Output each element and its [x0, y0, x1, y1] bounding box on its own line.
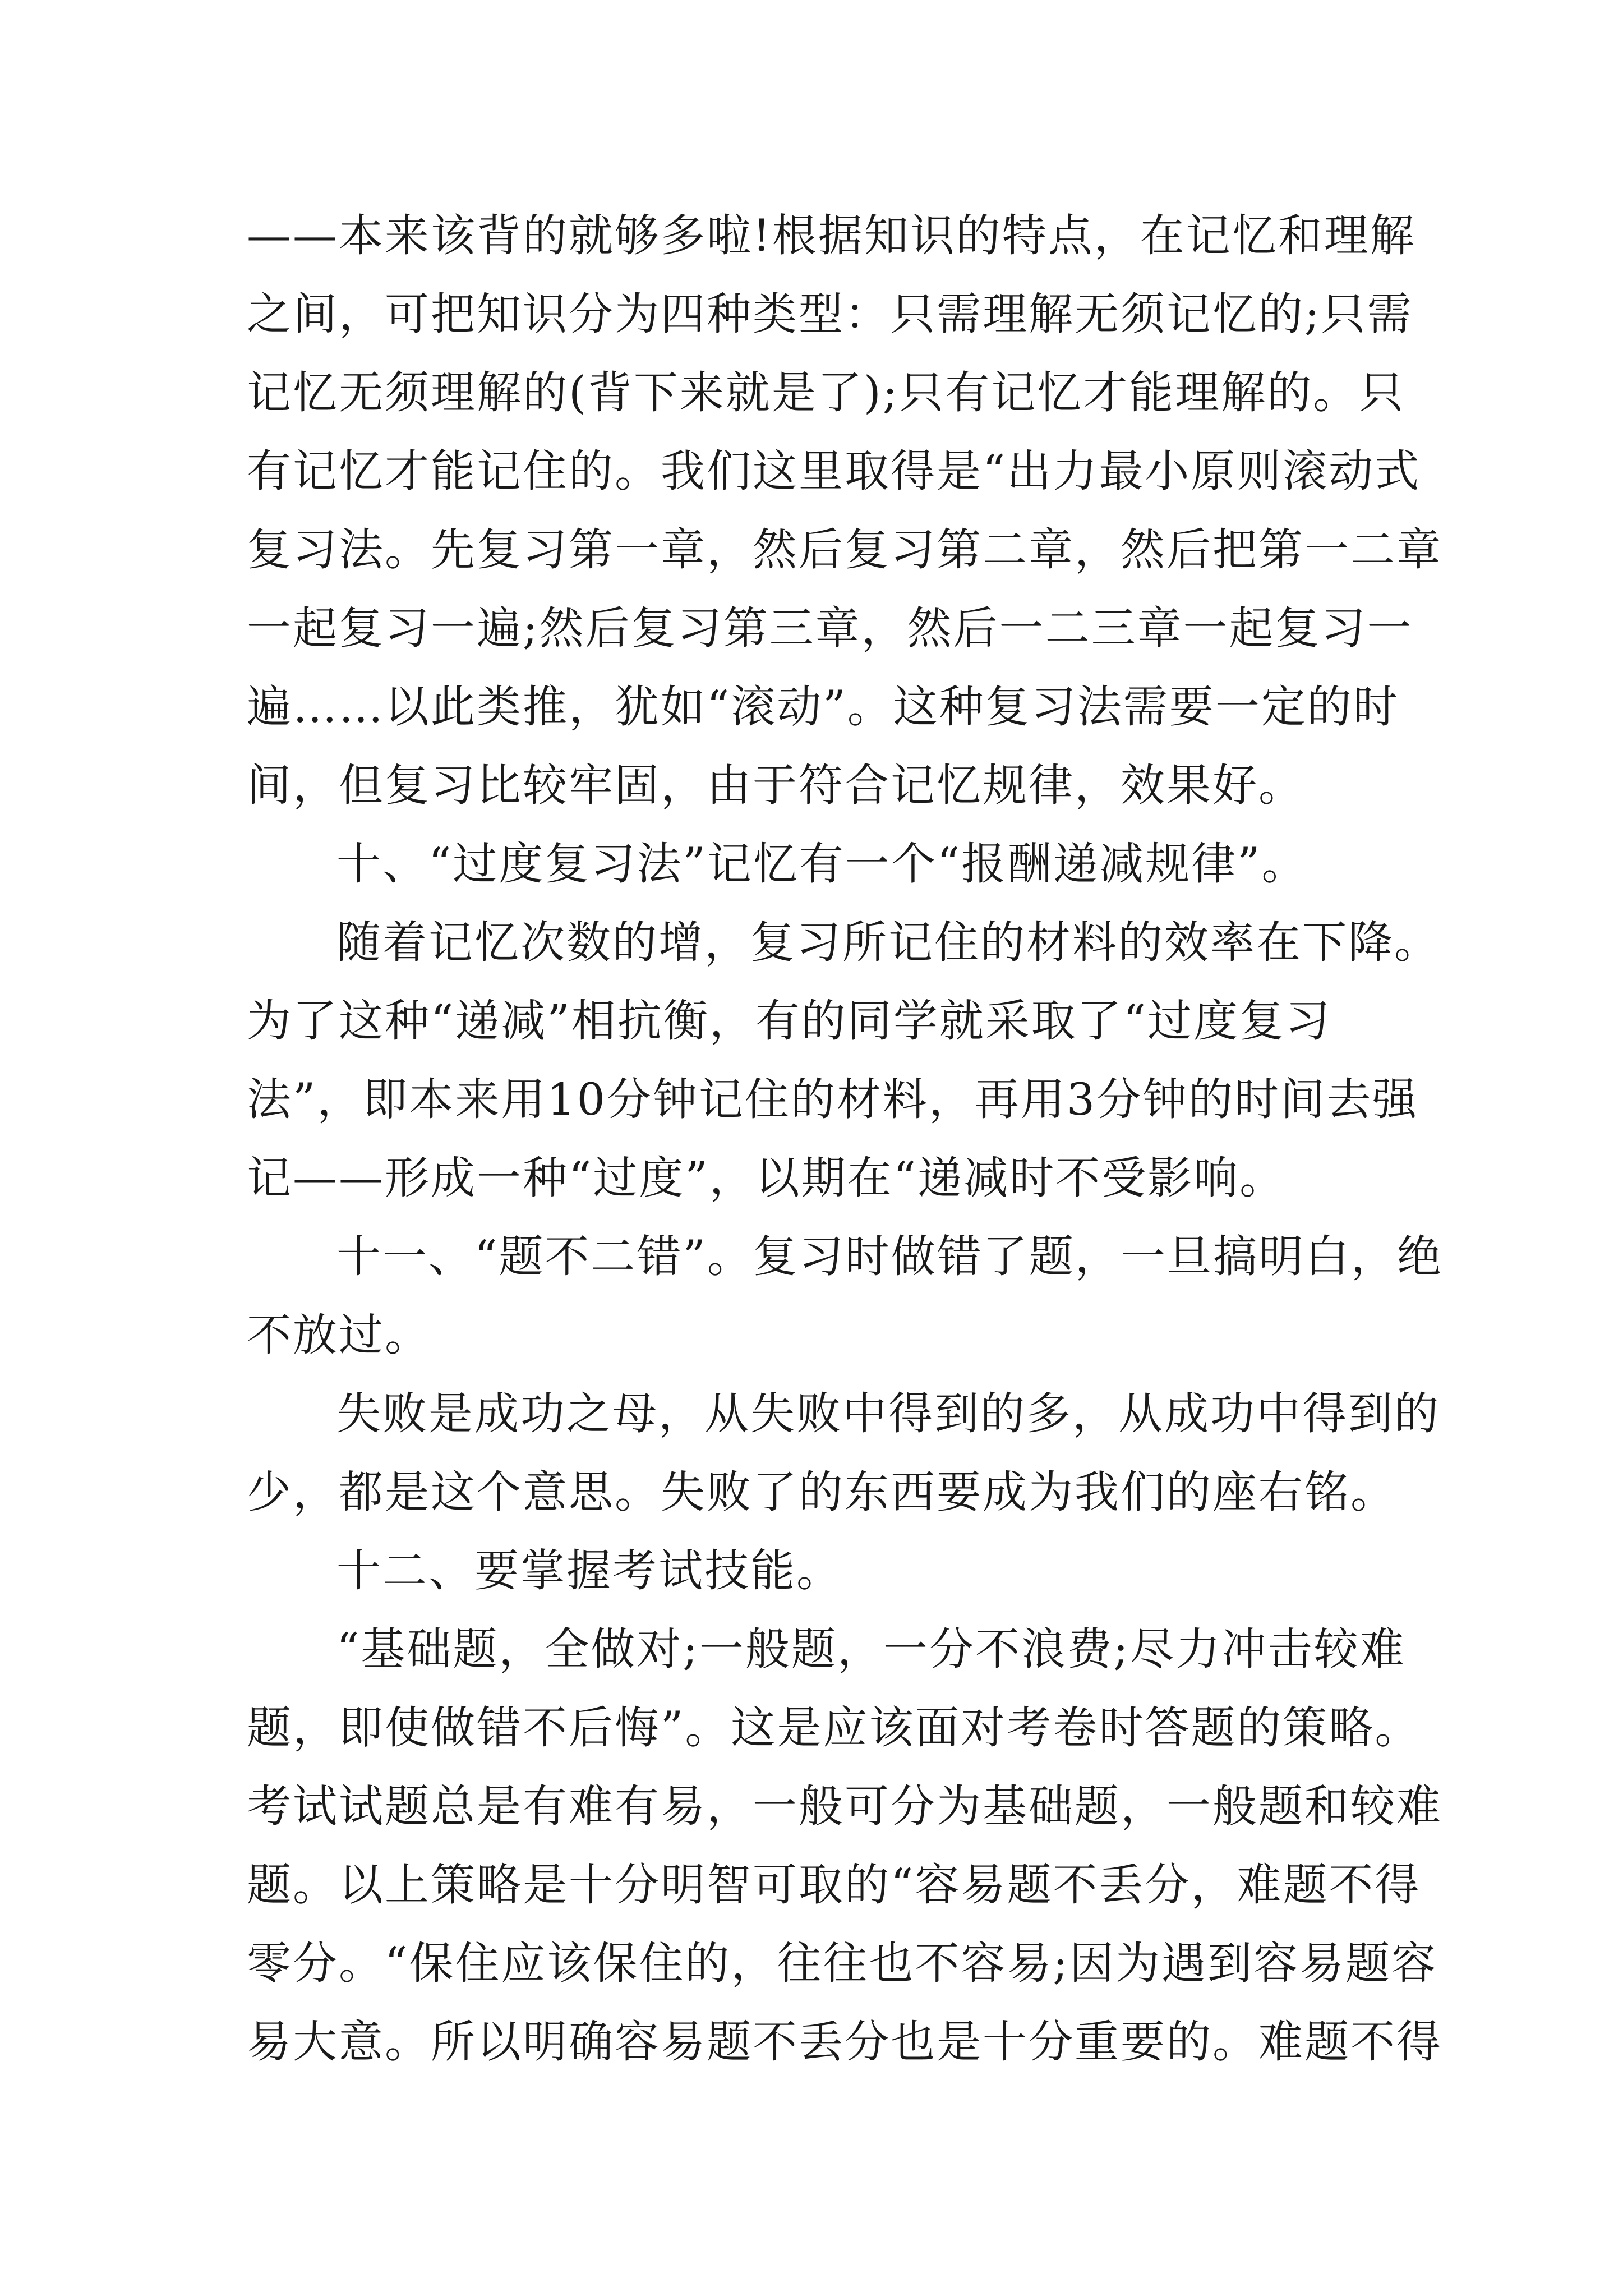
text-line: 一起复习一遍;然后复习第三章，然后一二三章一起复习一	[247, 602, 1413, 654]
text-line: 复习法。先复习第一章，然后复习第二章，然后把第一二章	[247, 524, 1442, 576]
text-line: 记——形成一种“过度”，以期在“递减时不受影响。	[247, 1152, 1286, 1204]
text-line: 间，但复习比较牢固，由于符合记忆规律，效果好。	[247, 760, 1304, 811]
text-line: 法”，即本来用10分钟记住的材料，再用3分钟的时间去强	[247, 1074, 1419, 1125]
text-line: 记忆无须理解的(背下来就是了);只有记忆才能理解的。只	[247, 367, 1405, 418]
text-line: 考试试题总是有难有易，一般可分为基础题，一般题和较难	[247, 1780, 1442, 1832]
text-line: 遍……以此类推，犹如“滚动”。这种复习法需要一定的时	[247, 681, 1399, 733]
text-line: 题，即使做错不后悔”。这是应该面对考卷时答题的策略。	[247, 1702, 1421, 1754]
text-line: “基础题，全做对;一般题，一分不浪费;尽力冲击较难	[336, 1623, 1406, 1675]
text-line: ——本来该背的就够多啦!根据知识的特点，在记忆和理解	[247, 210, 1416, 261]
text-line: 易大意。所以明确容易题不丢分也是十分重要的。难题不得	[247, 2016, 1442, 2068]
text-line: 有记忆才能记住的。我们这里取得是“出力最小原则滚动式	[247, 445, 1421, 497]
text-line: 不放过。	[247, 1309, 431, 1361]
text-line: 之间，可把知识分为四种类型：只需理解无须记忆的;只需	[247, 288, 1413, 340]
text-line: 为了这种“递减”相抗衡，有的同学就采取了“过度复习	[247, 995, 1332, 1047]
section-heading: 十一、“题不二错”。复习时做错了题，一旦搞明白，绝	[336, 1231, 1443, 1282]
text-line: 随着记忆次数的增，复习所记住的材料的效率在下降。	[336, 917, 1440, 968]
text-line: 少，都是这个意思。失败了的东西要成为我们的座右铭。	[247, 1466, 1396, 1518]
text-line: 题。以上策略是十分明智可取的“容易题不丢分，难题不得	[247, 1859, 1421, 1911]
text-line: 失败是成功之母，从失败中得到的多，从成功中得到的	[336, 1388, 1440, 1439]
section-heading: 十二、要掌握考试技能。	[336, 1545, 842, 1596]
section-heading: 十、“过度复习法”记忆有一个“报酬递减规律”。	[336, 838, 1308, 890]
text-line: 零分。“保住应该保住的，往往也不容易;因为遇到容易题容	[247, 1938, 1438, 1989]
